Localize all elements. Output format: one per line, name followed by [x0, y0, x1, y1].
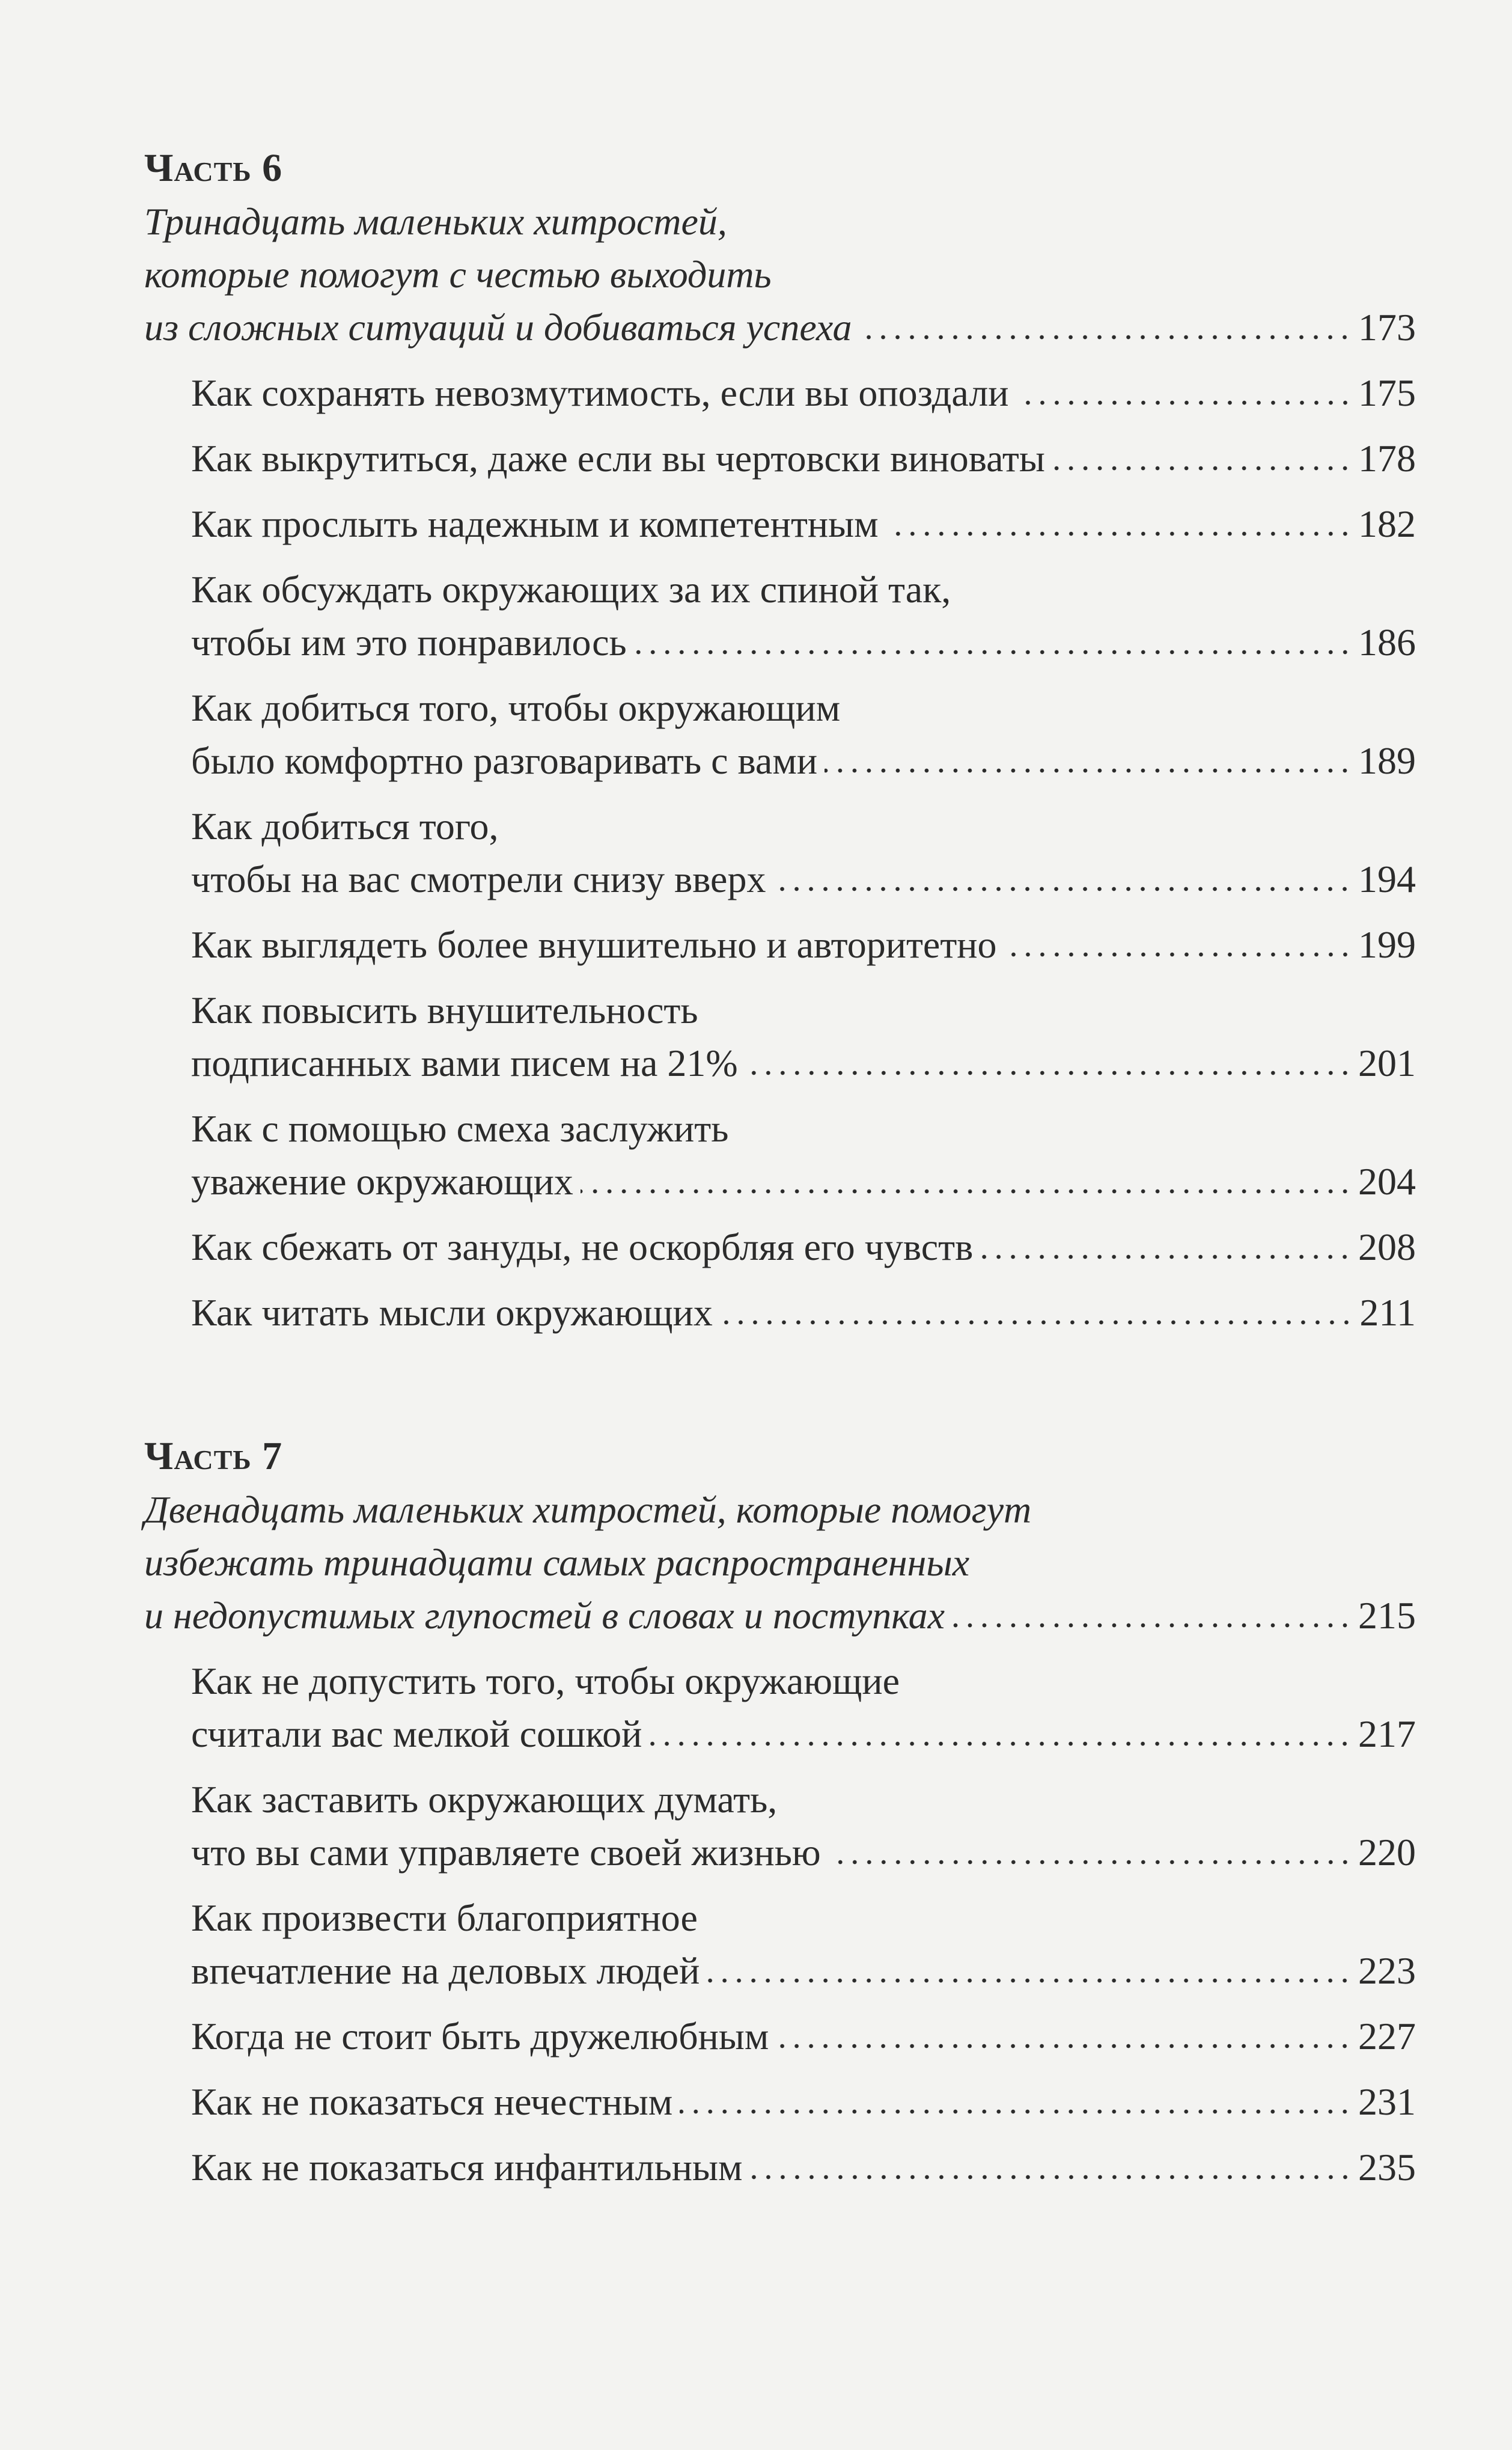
dot-leader — [980, 1254, 1352, 1260]
line-text: Когда не стоит быть дружелюбным — [191, 2015, 769, 2057]
toc-line — [191, 1826, 1416, 1879]
toc-line — [191, 682, 1416, 735]
line-text: Как сохранять невозмутимость, если вы опоздали — [191, 371, 1009, 414]
line-text: Как обсуждать окружающих за их спиной так, — [191, 568, 951, 611]
page-number: 186 — [1358, 621, 1416, 664]
toc-line — [191, 2141, 1416, 2194]
toc-line — [191, 735, 1416, 787]
toc-line — [191, 1102, 1416, 1155]
line-text: Как повысить внушительность — [191, 989, 698, 1031]
toc-line — [191, 367, 1416, 420]
line-text: Как не показаться нечестным — [191, 2080, 673, 2123]
dot-leader — [1004, 952, 1352, 958]
toc-entry — [144, 2010, 1416, 2063]
line-text: Как добиться того, — [191, 805, 499, 848]
toc-line — [144, 195, 1416, 248]
toc-line — [191, 1037, 1416, 1090]
dot-leader — [634, 649, 1352, 655]
dot-leader — [750, 2174, 1352, 2180]
toc-entry — [144, 918, 1416, 971]
toc-line — [144, 1589, 1416, 1642]
toc-line — [191, 1655, 1416, 1708]
line-text: из сложных ситуаций и добиваться успеха — [144, 306, 852, 349]
page-number: 175 — [1358, 371, 1416, 414]
toc-line — [191, 853, 1416, 906]
toc-line — [144, 1483, 1416, 1536]
toc-entry — [144, 800, 1416, 906]
part-title: Часть 7 — [144, 1434, 283, 1478]
toc-line — [191, 918, 1416, 971]
line-text: Двенадцать маленьких хитростей, которые помогут — [144, 1488, 1032, 1531]
toc-line — [191, 984, 1416, 1037]
dot-leader — [859, 334, 1352, 340]
part-subtitle — [144, 1483, 1416, 1642]
line-text: Как читать мысли окружающих — [191, 1291, 713, 1334]
toc-entry — [144, 563, 1416, 669]
line-text: было комфортно разговаривать с вами — [191, 739, 818, 782]
toc-line — [191, 1773, 1416, 1826]
line-text: Тринадцать маленьких хитростей, — [144, 200, 727, 243]
toc-line — [191, 1708, 1416, 1761]
part-subtitle — [144, 195, 1416, 354]
toc-line — [144, 301, 1416, 354]
toc-entry — [144, 1286, 1416, 1339]
dot-leader — [773, 886, 1352, 892]
page-number: 182 — [1358, 503, 1416, 545]
dot-leader — [828, 1859, 1352, 1865]
page-number: 178 — [1358, 437, 1416, 480]
line-text: и недопустимых глупостей в словах и поступках — [144, 1594, 945, 1637]
toc-line — [144, 1536, 1416, 1589]
line-text: избежать тринадцати самых распространенных — [144, 1541, 970, 1584]
line-text: Как добиться того, чтобы окружающим — [191, 686, 841, 729]
toc-line — [191, 498, 1416, 551]
page-number: 189 — [1358, 739, 1416, 782]
line-text: Как прослыть надежным и компетентным — [191, 503, 879, 545]
part-section — [144, 1429, 1416, 2194]
line-text: впечатление на деловых людей — [191, 1949, 700, 1992]
line-text: считали вас мелкой сошкой — [191, 1712, 642, 1755]
line-text: Как с помощью смеха заслужить — [191, 1107, 729, 1150]
line-text: Как выкрутиться, даже если вы чертовски виноваты — [191, 437, 1045, 480]
page-number: 208 — [1358, 1226, 1416, 1268]
toc-entry — [144, 682, 1416, 787]
part-section — [144, 141, 1416, 1339]
page-number: 215 — [1358, 1594, 1416, 1637]
toc-line — [191, 2010, 1416, 2063]
dot-leader — [581, 1188, 1352, 1194]
toc-line — [191, 1286, 1416, 1339]
toc-line — [191, 432, 1416, 485]
dot-leader — [886, 531, 1352, 537]
toc-entry — [144, 984, 1416, 1090]
toc-entry — [144, 1892, 1416, 1997]
line-text: уважение окружающих — [191, 1160, 573, 1203]
toc-line — [144, 248, 1416, 301]
dot-leader — [745, 1070, 1352, 1076]
line-text: Как выглядеть более внушительно и авторитетно — [191, 923, 997, 966]
entry-list — [144, 1655, 1416, 2194]
line-text: чтобы им это понравилось — [191, 621, 627, 664]
dot-leader — [825, 768, 1352, 774]
table-of-contents — [144, 141, 1416, 2194]
line-text: Как заставить окружающих думать, — [191, 1778, 778, 1821]
page-number: 231 — [1358, 2080, 1416, 2123]
toc-entry — [144, 498, 1416, 551]
toc-line — [191, 616, 1416, 669]
dot-leader — [1016, 400, 1353, 406]
dot-leader — [952, 1622, 1352, 1628]
line-text: которые помогут с честью выходить — [144, 253, 772, 296]
line-text: Как не показаться инфантильным — [191, 2146, 743, 2189]
line-text: Как не допустить того, чтобы окружающие — [191, 1660, 900, 1702]
toc-line — [191, 1892, 1416, 1944]
dot-leader — [680, 2109, 1352, 2115]
page-number: 204 — [1358, 1160, 1416, 1203]
toc-entry — [144, 1655, 1416, 1761]
page-number: 227 — [1358, 2015, 1416, 2057]
line-text: что вы сами управляете своей жизнью — [191, 1831, 821, 1874]
part-title: Часть 6 — [144, 146, 283, 190]
toc-line — [191, 1944, 1416, 1997]
page-number: 211 — [1359, 1291, 1416, 1334]
page-number: 201 — [1358, 1042, 1416, 1084]
toc-entry — [144, 2141, 1416, 2194]
entry-list — [144, 367, 1416, 1339]
line-text: чтобы на вас смотрели снизу вверх — [191, 858, 766, 900]
line-text: Как произвести благоприятное — [191, 1896, 698, 1939]
toc-line — [191, 1155, 1416, 1208]
toc-entry — [144, 2076, 1416, 2128]
toc-line — [191, 800, 1416, 853]
toc-line — [191, 563, 1416, 616]
dot-leader — [707, 1978, 1352, 1984]
dot-leader — [1052, 465, 1352, 471]
toc-entry — [144, 1773, 1416, 1879]
page-number: 194 — [1358, 858, 1416, 900]
line-text: Как сбежать от зануды, не оскорбляя его чувств — [191, 1226, 974, 1268]
dot-leader — [776, 2043, 1352, 2049]
toc-line — [191, 1221, 1416, 1274]
page-number: 173 — [1358, 306, 1416, 349]
toc-entry — [144, 367, 1416, 420]
page-number: 223 — [1358, 1949, 1416, 1992]
page-number: 199 — [1358, 923, 1416, 966]
dot-leader — [720, 1319, 1353, 1325]
line-text: подписанных вами писем на 21% — [191, 1042, 738, 1084]
toc-entry — [144, 432, 1416, 485]
page-number: 235 — [1358, 2146, 1416, 2189]
dot-leader — [649, 1741, 1352, 1747]
page-number: 217 — [1358, 1712, 1416, 1755]
toc-entry — [144, 1221, 1416, 1274]
toc-entry — [144, 1102, 1416, 1208]
toc-line — [191, 2076, 1416, 2128]
page-number: 220 — [1358, 1831, 1416, 1874]
